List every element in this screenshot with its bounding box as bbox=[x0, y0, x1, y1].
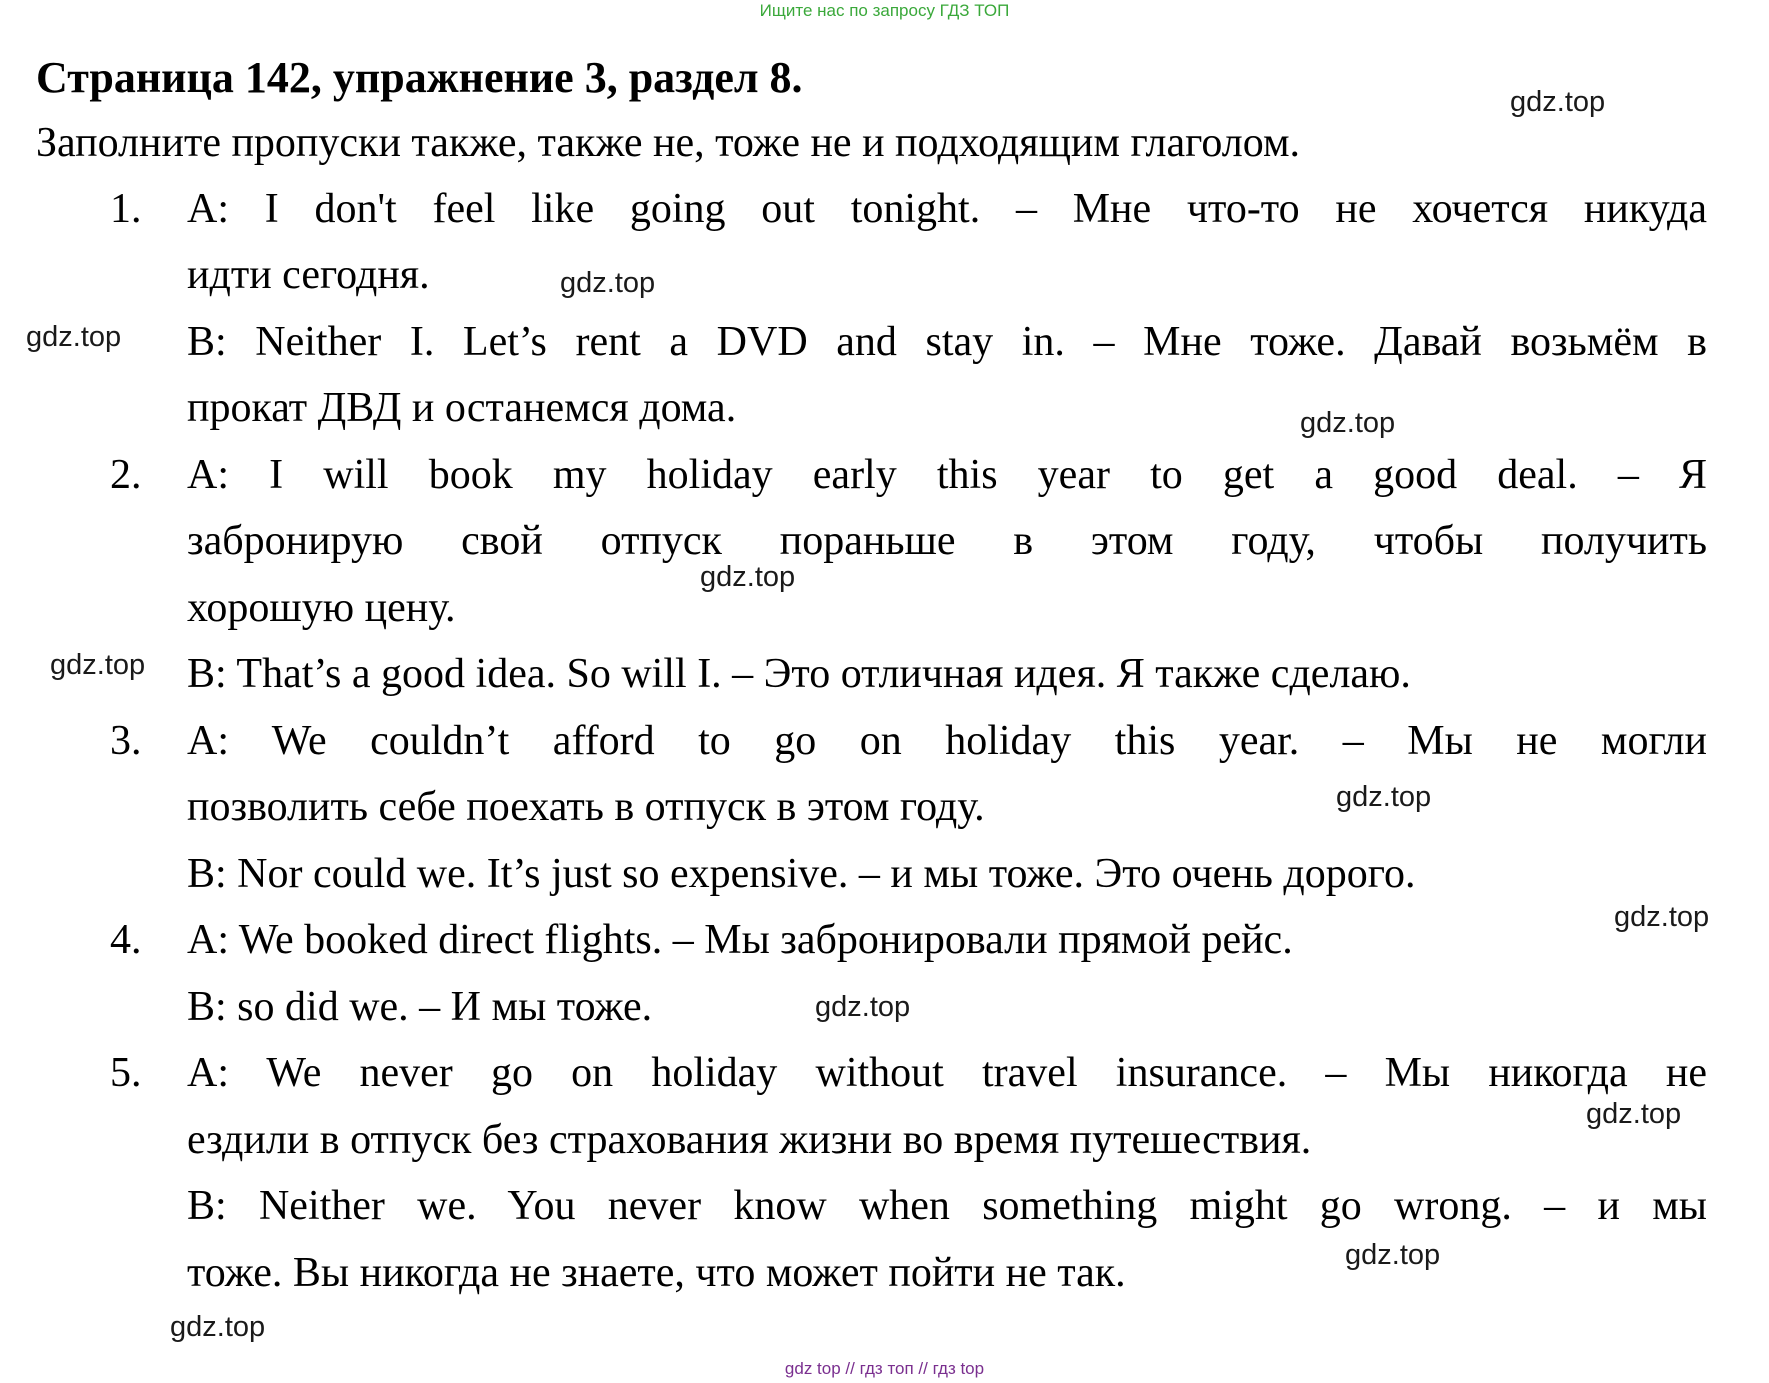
top-banner-link[interactable]: Ищите нас по запросу ГДЗ ТОП bbox=[759, 1, 1010, 20]
watermark: gdz.top bbox=[560, 267, 656, 299]
watermark: gdz.top bbox=[815, 991, 911, 1023]
watermark: gdz.top bbox=[1336, 781, 1432, 813]
item-1-line-1: A: I don't feel like going out tonight. – Мне что-то не хочется никуда bbox=[187, 186, 1707, 232]
watermark: gdz.top bbox=[26, 321, 122, 353]
item-5-line-1: A: We never go on holiday without travel insurance. – Мы никогда не bbox=[187, 1050, 1707, 1096]
item-5-line-2: ездили в отпуск без страхования жизни во время путешествия. bbox=[187, 1117, 1312, 1163]
watermark: gdz.top bbox=[50, 649, 146, 681]
item-1-line-2: идти сегодня. bbox=[187, 252, 430, 298]
item-4-line-2: B: so did we. – И мы тоже. bbox=[187, 984, 653, 1030]
item-2-line-4: B: That’s a good idea. So will I. – Это отличная идея. Я также сделаю. bbox=[187, 651, 1411, 697]
item-4-line-1: A: We booked direct flights. – Мы забронировали прямой рейс. bbox=[187, 917, 1293, 963]
item-5-line-4: тоже. Вы никогда не знаете, что может пойти не так. bbox=[187, 1250, 1126, 1296]
watermark: gdz.top bbox=[700, 561, 796, 593]
item-number-1: 1. bbox=[110, 186, 142, 232]
item-number-2: 2. bbox=[110, 452, 142, 498]
item-1-line-3: B: Neither I. Let’s rent a DVD and stay in. – Мне тоже. Давай возьмём в bbox=[187, 319, 1707, 365]
item-5-line-3: B: Neither we. You never know when something might go wrong. – и мы bbox=[187, 1183, 1707, 1229]
item-number-4: 4. bbox=[110, 917, 142, 963]
page-title: Страница 142, упражнение 3, раздел 8. bbox=[36, 53, 803, 102]
exercise-instruction: Заполните пропуски также, также не, тоже не и подходящим глаголом. bbox=[36, 120, 1301, 166]
watermark: gdz.top bbox=[1586, 1098, 1682, 1130]
item-3-line-3: B: Nor could we. It’s just so expensive. – и мы тоже. Это очень дорого. bbox=[187, 851, 1416, 897]
bottom-banner-link[interactable]: gdz top // гдз топ // гдз top bbox=[784, 1359, 985, 1378]
item-number-3: 3. bbox=[110, 718, 142, 764]
watermark: gdz.top bbox=[1300, 407, 1396, 439]
item-2-line-3: хорошую цену. bbox=[187, 585, 456, 631]
item-3-line-1: A: We couldn’t afford to go on holiday this year. – Мы не могли bbox=[187, 718, 1707, 764]
watermark: gdz.top bbox=[1345, 1239, 1441, 1271]
item-2-line-2: забронирую свой отпуск пораньше в этом году, чтобы получить bbox=[187, 518, 1707, 564]
item-number-5: 5. bbox=[110, 1050, 142, 1096]
watermark: gdz.top bbox=[1510, 86, 1606, 118]
watermark: gdz.top bbox=[170, 1311, 266, 1343]
watermark: gdz.top bbox=[1614, 901, 1710, 933]
item-2-line-1: A: I will book my holiday early this year to get a good deal. – Я bbox=[187, 452, 1707, 498]
item-3-line-2: позволить себе поехать в отпуск в этом году. bbox=[187, 784, 985, 830]
item-1-line-4: прокат ДВД и останемся дома. bbox=[187, 385, 737, 431]
